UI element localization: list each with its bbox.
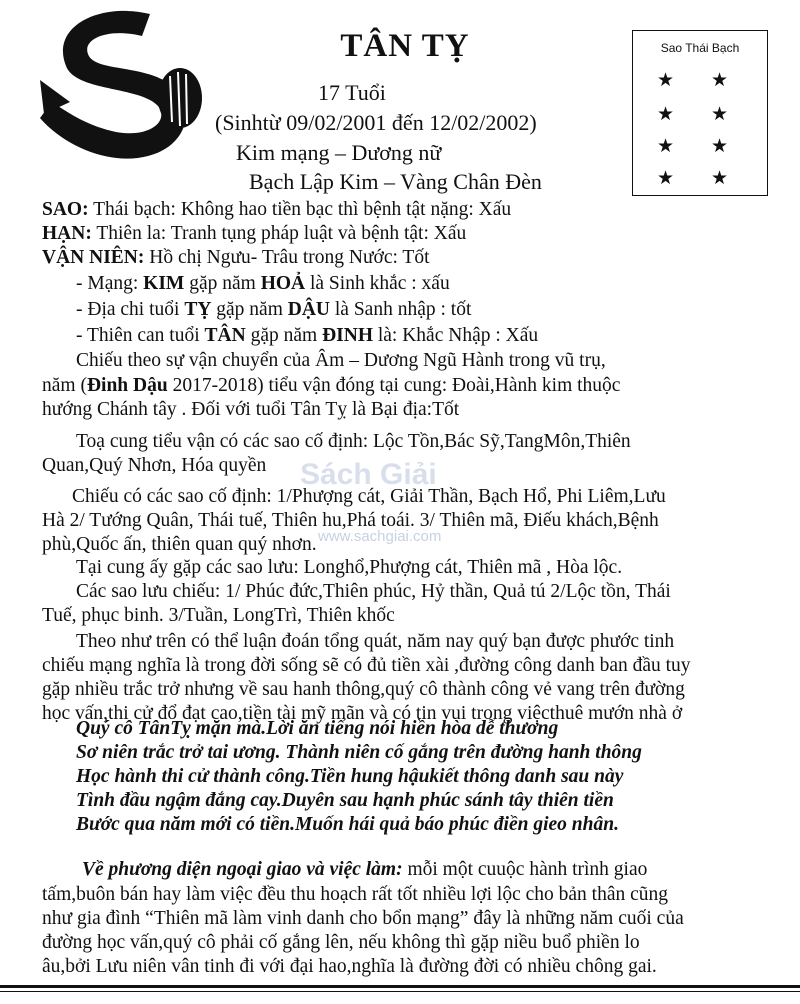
page-title: TÂN TỴ xyxy=(340,28,470,64)
van-nien-line: VẬN NIÊN: Hồ chị Ngưu- Trâu trong Nước: Tốt xyxy=(42,247,430,268)
body-line: chiếu mạng nghĩa là trong đời sống sẽ có đủ tiền xài ,đường công danh ban đầu tuy xyxy=(42,655,691,676)
poem-line: Tình đầu ngậm đắng cay.Duyên sau hạnh phúc sánh tây thiên tiền xyxy=(76,790,614,811)
star-icon: ★ xyxy=(711,135,729,157)
bottom-rule xyxy=(0,985,800,988)
section-line: tấm,buôn bán hay làm việc đều thu hoạch rất tốt nhiều lợi lộc cho bản thân cũng xyxy=(42,884,669,905)
poem-line: Bước qua năm mới có tiền.Muốn hái quả báo phúc điền gieo nhân. xyxy=(76,814,619,835)
star-icon: ★ xyxy=(711,167,729,189)
birth-range-line: (Sinhtừ 09/02/2001 đến 12/02/2002) xyxy=(215,110,537,135)
star-icon: ★ xyxy=(657,103,675,125)
section-line: âu,bởi Lưu niên vân tinh đi với đại hao,nghĩa là đường đời có nhiều chông gai. xyxy=(42,956,657,977)
section-line: đường học vấn,quý cô phải cố gắng lên, nếu không thì gặp niều buổ phiền lo xyxy=(42,932,640,953)
body-line: hướng Chánh tây . Đối với tuổi Tân Tỵ là Bại địa:Tốt xyxy=(42,399,460,420)
section-line: như gia đình “Thiên mã làm vinh danh cho bổn mạng” đây là những năm cuối của xyxy=(42,908,684,929)
watermark-brand: Sách Giải xyxy=(300,458,437,491)
body-line: Tuế, phục binh. 3/Tuần, LongTrì, Thiên khốc xyxy=(42,605,395,626)
diachi-relation-line: - Địa chi tuổi TỴ gặp năm DẬU là Sanh nhập : tốt xyxy=(76,299,472,320)
body-line: học vấn,thi cử đổ đạt cao,tiền tài mỹ mãn và có tin vui trong việcthuê mướn nhà ở xyxy=(42,703,683,724)
body-line: Hà 2/ Tướng Quân, Thái tuế, Thiên hu,Phá toái. 3/ Thiên mã, Điếu khách,Bệnh xyxy=(42,510,659,531)
body-line: Toạ cung tiểu vận có các sao cố định: Lộc Tồn,Bác Sỹ,TangMôn,Thiên xyxy=(76,431,631,452)
age-line: 17 Tuổi xyxy=(318,80,386,105)
body-line: năm (Đinh Dậu 2017-2018) tiểu vận đóng tại cung: Đoài,Hành kim thuộc xyxy=(42,375,621,396)
section-line: Về phương diện ngoại giao và việc làm: mỗi một cuuộc hành trình giao xyxy=(82,859,648,880)
thiencan-relation-line: - Thiên can tuổi TÂN gặp năm ĐINH là: Khắc Nhập : Xấu xyxy=(76,325,539,346)
menh-relation-line: - Mạng: KIM gặp năm HOẢ là Sinh khắc : xấu xyxy=(76,273,450,294)
body-line: gặp nhiều trắc trở nhưng về sau hanh thông,quý cô thành công vẻ vang trên đường xyxy=(42,679,685,700)
body-line: Quan,Quý Nhơn, Hóa quyền xyxy=(42,455,267,476)
poem-line: Quý cô TânTỵ mặn mà.Lời ăn tiếng nói hiền hòa dễ thương xyxy=(76,718,559,739)
body-line: Theo như trên có thể luận đoán tổng quát, năm nay quý bạn được phước tinh xyxy=(76,631,675,652)
napam-line: Bạch Lập Kim – Vàng Chân Đèn xyxy=(249,169,542,194)
han-line: HẠN: Thiên la: Tranh tụng pháp luật và bệnh tật: Xấu xyxy=(42,223,467,244)
poem-line: Học hành thi cử thành công.Tiền hung hậukiết thông danh sau này xyxy=(76,766,624,787)
body-line: Chiếu có các sao cố định: 1/Phượng cát, Giải Thần, Bạch Hổ, Phi Liêm,Lưu xyxy=(72,486,666,507)
sao-line: SAO: Thái bạch: Không hao tiền bạc thì bệnh tật nặng: Xấu xyxy=(42,199,512,220)
body-line: Tại cung ấy gặp các sao lưu: Longhổ,Phượng cát, Thiên mã , Hòa lộc. xyxy=(76,557,623,578)
star-icon: ★ xyxy=(711,69,729,91)
star-box xyxy=(632,30,768,196)
body-line: Các sao lưu chiếu: 1/ Phúc đức,Thiên phúc, Hỷ thần, Quả tú 2/Lộc tồn, Thái xyxy=(76,581,671,602)
section-heading: Về phương diện ngoại giao và việc làm: xyxy=(82,859,403,880)
star-icon: ★ xyxy=(711,103,729,125)
star-box-title: Sao Thái Bạch xyxy=(660,41,740,55)
star-icon: ★ xyxy=(657,69,675,91)
body-line: phù,Quốc ấn, thiên quan quý nhơn. xyxy=(42,534,317,555)
watermark-url: www.sachgiai.com xyxy=(318,528,442,545)
bottom-rule-thin xyxy=(0,991,800,992)
body-line: Chiếu theo sự vận chuyển của Âm – Dương Ngũ Hành trong vũ trụ, xyxy=(76,350,606,371)
star-icon: ★ xyxy=(657,135,675,157)
poem-line: Sơ niên trắc trở tai ương. Thành niên cố gắng trên đường hanh thông xyxy=(76,742,642,763)
star-icon: ★ xyxy=(657,167,675,189)
element-gender-line: Kim mạng – Dương nữ xyxy=(236,140,442,165)
